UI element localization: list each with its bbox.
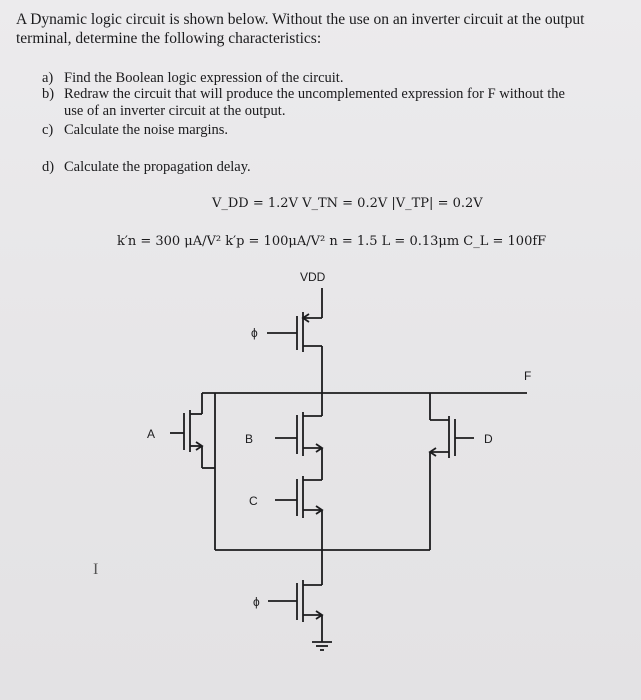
precharge-pmos: [267, 288, 322, 393]
question-a-label: a): [42, 70, 54, 86]
text-cursor-icon: I: [93, 561, 99, 578]
nmos-b: [275, 393, 322, 480]
input-d-label: D: [484, 432, 493, 446]
nmos-d: [430, 393, 474, 550]
question-c-label: c): [42, 122, 54, 138]
vdd-label: VDD: [300, 270, 326, 284]
input-c-label: C: [249, 494, 258, 508]
parameters-line-1: V_DD = 1.2V V_TN = 0.2V |V_TP| = 0.2V: [212, 196, 483, 211]
nmos-a: [170, 393, 202, 468]
ground-icon: [312, 642, 332, 650]
parameters-line-2: k′n = 300 μA/V² k′p = 100μA/V² n = 1.5 L = 0.13μm C_L = 100fF: [117, 234, 547, 249]
question-b-continued: use of an inverter circuit at the output.: [64, 103, 286, 119]
question-a-text: Find the Boolean logic expression of the circuit.: [64, 70, 344, 86]
evaluate-clock-label: ϕ: [253, 595, 260, 609]
nmos-c: [275, 476, 322, 550]
question-d-text: Calculate the propagation delay.: [64, 159, 251, 175]
precharge-clock-label: ϕ: [251, 326, 258, 340]
question-b-label: b): [42, 86, 55, 102]
evaluate-nmos: [268, 550, 322, 642]
output-label: F: [524, 369, 532, 383]
question-b-text: Redraw the circuit that will produce the uncomplemented expression for F without the: [64, 86, 565, 102]
question-d-label: d): [42, 159, 55, 175]
problem-intro: A Dynamic logic circuit is shown below. Without the use on an inverter circuit at the output terminal, determine the following characteristics:: [16, 11, 585, 47]
input-a-label: A: [147, 427, 156, 441]
question-c-text: Calculate the noise margins.: [64, 122, 229, 138]
input-b-label: B: [245, 432, 254, 446]
